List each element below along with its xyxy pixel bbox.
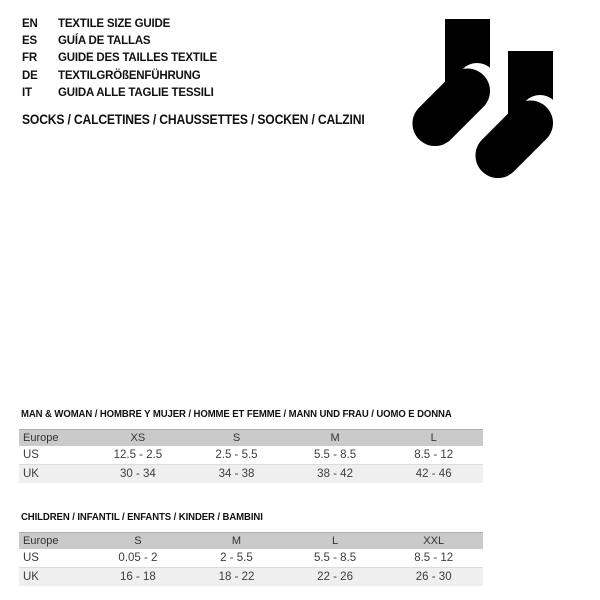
column-header: L bbox=[384, 430, 483, 447]
size-cell: 0.05 - 2 bbox=[89, 549, 188, 568]
size-cell: 8.5 - 12 bbox=[384, 549, 483, 568]
region-cell: UK bbox=[19, 568, 89, 587]
table-title: CHILDREN / INFANTIL / ENFANTS / KINDER / BAMBINI bbox=[21, 511, 263, 523]
column-header: M bbox=[187, 533, 286, 550]
table-row bbox=[19, 568, 483, 587]
language-row bbox=[22, 67, 217, 84]
language-code: IT bbox=[22, 87, 32, 100]
language-code: EN bbox=[22, 17, 38, 30]
table-row bbox=[19, 446, 483, 465]
table-header-row bbox=[19, 430, 483, 447]
size-cell: 12.5 - 2.5 bbox=[89, 446, 188, 465]
language-code: FR bbox=[22, 52, 37, 65]
table-header-row bbox=[19, 533, 483, 550]
size-cell: 26 - 30 bbox=[384, 568, 483, 587]
language-code: ES bbox=[22, 35, 37, 48]
size-cell: 22 - 26 bbox=[286, 568, 385, 587]
size-cell: 2 - 5.5 bbox=[187, 549, 286, 568]
column-header: S bbox=[89, 533, 188, 550]
language-row bbox=[22, 15, 217, 32]
size-cell: 34 - 38 bbox=[187, 465, 286, 484]
size-cell: 30 - 34 bbox=[89, 465, 188, 484]
adults-size-table bbox=[19, 429, 483, 483]
language-label: GUIDA ALLE TAGLIE TESSILI bbox=[58, 87, 214, 100]
language-row bbox=[22, 85, 217, 102]
column-header: L bbox=[286, 533, 385, 550]
table-row bbox=[19, 549, 483, 568]
language-label: GUIDE DES TAILLES TEXTILE bbox=[58, 52, 217, 65]
language-row bbox=[22, 50, 217, 67]
sock-left bbox=[403, 19, 499, 155]
size-cell: 2.5 - 5.5 bbox=[187, 446, 286, 465]
category-title: SOCKS / CALCETINES / CHAUSSETTES / SOCKEN / CALZINI bbox=[22, 112, 365, 127]
language-code: DE bbox=[22, 69, 38, 82]
size-cell: 16 - 18 bbox=[89, 568, 188, 587]
size-table-adults bbox=[19, 408, 483, 483]
column-header: Europe bbox=[19, 430, 89, 447]
table-title: MAN & WOMAN / HOMBRE Y MUJER / HOMME ET FEMME / MANN UND FRAU / UOMO E DONNA bbox=[21, 408, 452, 420]
language-list bbox=[22, 15, 217, 102]
socks-icon bbox=[390, 0, 600, 190]
size-cell: 42 - 46 bbox=[384, 465, 483, 484]
region-cell: US bbox=[19, 446, 89, 465]
language-label: GUÍA DE TALLAS bbox=[58, 35, 151, 48]
size-table-children bbox=[19, 511, 483, 586]
column-header: Europe bbox=[19, 533, 89, 550]
language-row bbox=[22, 32, 217, 49]
column-header: S bbox=[187, 430, 286, 447]
column-header: XS bbox=[89, 430, 188, 447]
size-cell: 38 - 42 bbox=[286, 465, 385, 484]
size-cell: 5.5 - 8.5 bbox=[286, 446, 385, 465]
language-label: TEXTILGRÖßENFÜHRUNG bbox=[58, 69, 201, 82]
table-row bbox=[19, 465, 483, 484]
region-cell: US bbox=[19, 549, 89, 568]
column-header: XXL bbox=[384, 533, 483, 550]
language-label: TEXTILE SIZE GUIDE bbox=[58, 17, 171, 30]
children-size-table bbox=[19, 532, 483, 586]
size-cell: 5.5 - 8.5 bbox=[286, 549, 385, 568]
size-cell: 18 - 22 bbox=[187, 568, 286, 587]
size-cell: 8.5 - 12 bbox=[384, 446, 483, 465]
region-cell: UK bbox=[19, 465, 89, 484]
column-header: M bbox=[286, 430, 385, 447]
